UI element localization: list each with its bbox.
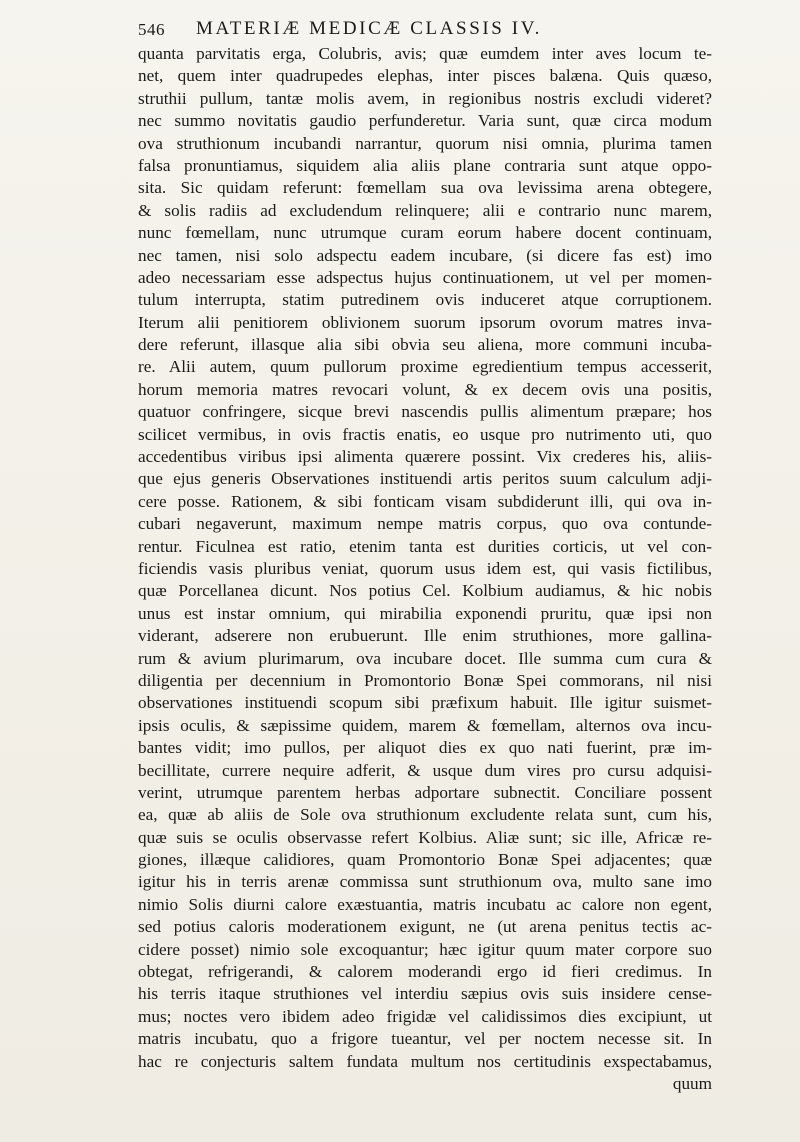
text-line: mus; noctes vero ibidem adeo frigidæ vel calidissimos dies excipiunt, ut <box>138 1006 712 1026</box>
text-line: accedentibus viribus ipsi alimenta quærere possint. Vix crederes his, aliis- <box>138 447 712 467</box>
text-line: Iterum alii penitiorem oblivionem suorum ipsorum ovorum matres inva- <box>138 312 712 332</box>
text-line: quum <box>672 1073 712 1093</box>
text-line: verint, utrumque parentem herbas adportare subnectit. Conciliare possent <box>138 782 712 802</box>
text-line: ova struthionum incubandi narrantur, quorum nisi omnia, plurima tamen <box>138 133 712 153</box>
text-line: dere referunt, illasque alia sibi obvia seu aliena, more communi incuba- <box>138 335 712 355</box>
text-line: sed potius caloris moderationem exigunt, ne (ut arena penitus tectis ac- <box>138 917 712 937</box>
text-line: unus est instar omnium, qui mirabilia exponendi pruritu, quæ ipsi non <box>138 603 712 623</box>
text-line: horum memoria matres revocari volunt, & ex decem ovis una positis, <box>138 379 712 399</box>
text-line: quanta parvitatis erga, Colubris, avis; quæ eumdem inter aves locum te- <box>138 44 712 63</box>
text-line: quæ suis se oculis observasse refert Kolbius. Aliæ sunt; sic ille, Africæ re- <box>138 827 712 847</box>
text-line: giones, illæque calidiores, quam Promontorio Bonæ Spei adjacentes; quæ <box>138 850 712 870</box>
text-line: his terris itaque struthiones vel interdiu sæpius ovis suis insidere cense- <box>138 984 712 1004</box>
text-line: igitur his in terris arenæ commissa sunt struthionum ova, multo sane imo <box>138 872 712 892</box>
text-line: cubari negaverunt, maximum nempe matris corpus, quo ova contunde- <box>138 514 712 534</box>
text-line: ficiendis vasis pluribus veniat, quorum usus idem est, qui vasis fictilibus, <box>138 558 712 578</box>
text-line: nec summo novitatis gaudio perfunderetur. Varia sunt, quæ circa modum <box>138 111 712 131</box>
text-line: observationes instituendi scopum sibi præfixum habuit. Ille igitur suismet- <box>138 693 712 713</box>
text-line: quæ Porcellanea dicunt. Nos potius Cel. Kolbium audiamus, & hic nobis <box>138 581 712 601</box>
text-line: falsa pronuntiamus, siquidem alia aliis plane contraria sunt atque oppo- <box>138 155 712 175</box>
text-line: ipsis oculis, & sæpissime quidem, marem & fœmellam, alternos ova incu- <box>138 715 712 735</box>
text-line: cidere posset) nimio sole excoquantur; hæc igitur quum mater corpore suo <box>138 939 712 959</box>
text-line: que ejus generis Observationes instituendi artis peritos suum calculum adji- <box>138 469 712 489</box>
text-line: nimio Solis diurni calore exæstuantia, matris incubatu ac calore non egent, <box>138 894 712 914</box>
text-line: rum & avium plurimarum, ova incubare docet. Ille summa cum cura & <box>138 648 712 668</box>
text-line: quatuor confringere, sicque brevi nascendis pullis alimentum præpare; hos <box>138 402 712 422</box>
text-line: hac re conjecturis saltem fundata multum nos certitudinis exspectabamus, <box>138 1051 712 1071</box>
text-line: re. Alii autem, quum pullorum proxime egredientium tempus accesserit, <box>138 357 712 377</box>
text-line: matris incubatu, quo a frigore tueantur, vel per noctem necesse sit. In <box>138 1029 712 1049</box>
text-line: bantes vidit; imo pullos, per aliquot dies ex quo nati fuerint, præ im- <box>138 738 712 758</box>
text-line: & solis radiis ad excludendum relinquere; alii e contrario nunc marem, <box>138 200 712 220</box>
text-line: nec tamen, nisi solo adspectu eadem incubare, (si dicere fas est) imo <box>138 245 712 265</box>
text-line: adeo necessariam esse adspectus hujus continuationem, ut vel per momen- <box>138 267 712 287</box>
text-line: ea, quæ ab aliis de Sole ova struthionum excludente relata sunt, cum his, <box>138 805 712 825</box>
text-line: sita. Sic quidam referunt: fœmellam sua ova levissima arena obtegere, <box>138 178 712 198</box>
body-text <box>138 43 712 1095</box>
text-line: struthii pullum, tantæ molis avem, in regionibus nostris excludi videret? <box>138 88 712 108</box>
text-line: nunc fœmellam, nunc utrumque curam eorum habere docent continuam, <box>138 223 712 243</box>
text-line: cere posse. Rationem, & sibi fonticam visam subdiderunt illi, qui ova in- <box>138 491 712 511</box>
text-line: scilicet vermibus, in ovis fractis enatis, eo usque pro nutrimento uti, quo <box>138 424 712 444</box>
text-line: rentur. Ficulnea est ratio, etenim tanta est durities corticis, ut vel con- <box>138 536 712 556</box>
page-number: 546 <box>138 20 165 39</box>
text-line: viderant, adserere non erubuerunt. Ille enim struthiones, more gallina- <box>138 626 712 646</box>
text-line: tulum interrupta, statim putredinem ovis induceret atque corruptionem. <box>138 290 712 310</box>
text-line: diligentia per decennium in Promontorio Bonæ Spei commorans, nil nisi <box>138 670 712 690</box>
running-head: MATERIÆ MEDICÆ CLASSIS IV. <box>196 18 542 39</box>
text-line: net, quem inter quadrupedes elephas, inter pisces balæna. Quis quæso, <box>138 66 712 86</box>
text-line: obtegat, refrigerandi, & calorem moderandi ergo id fieri credimus. In <box>138 962 712 982</box>
text-line: becillitate, currere nequire adferit, & usque dum vires pro cursu adquisi- <box>138 760 712 780</box>
